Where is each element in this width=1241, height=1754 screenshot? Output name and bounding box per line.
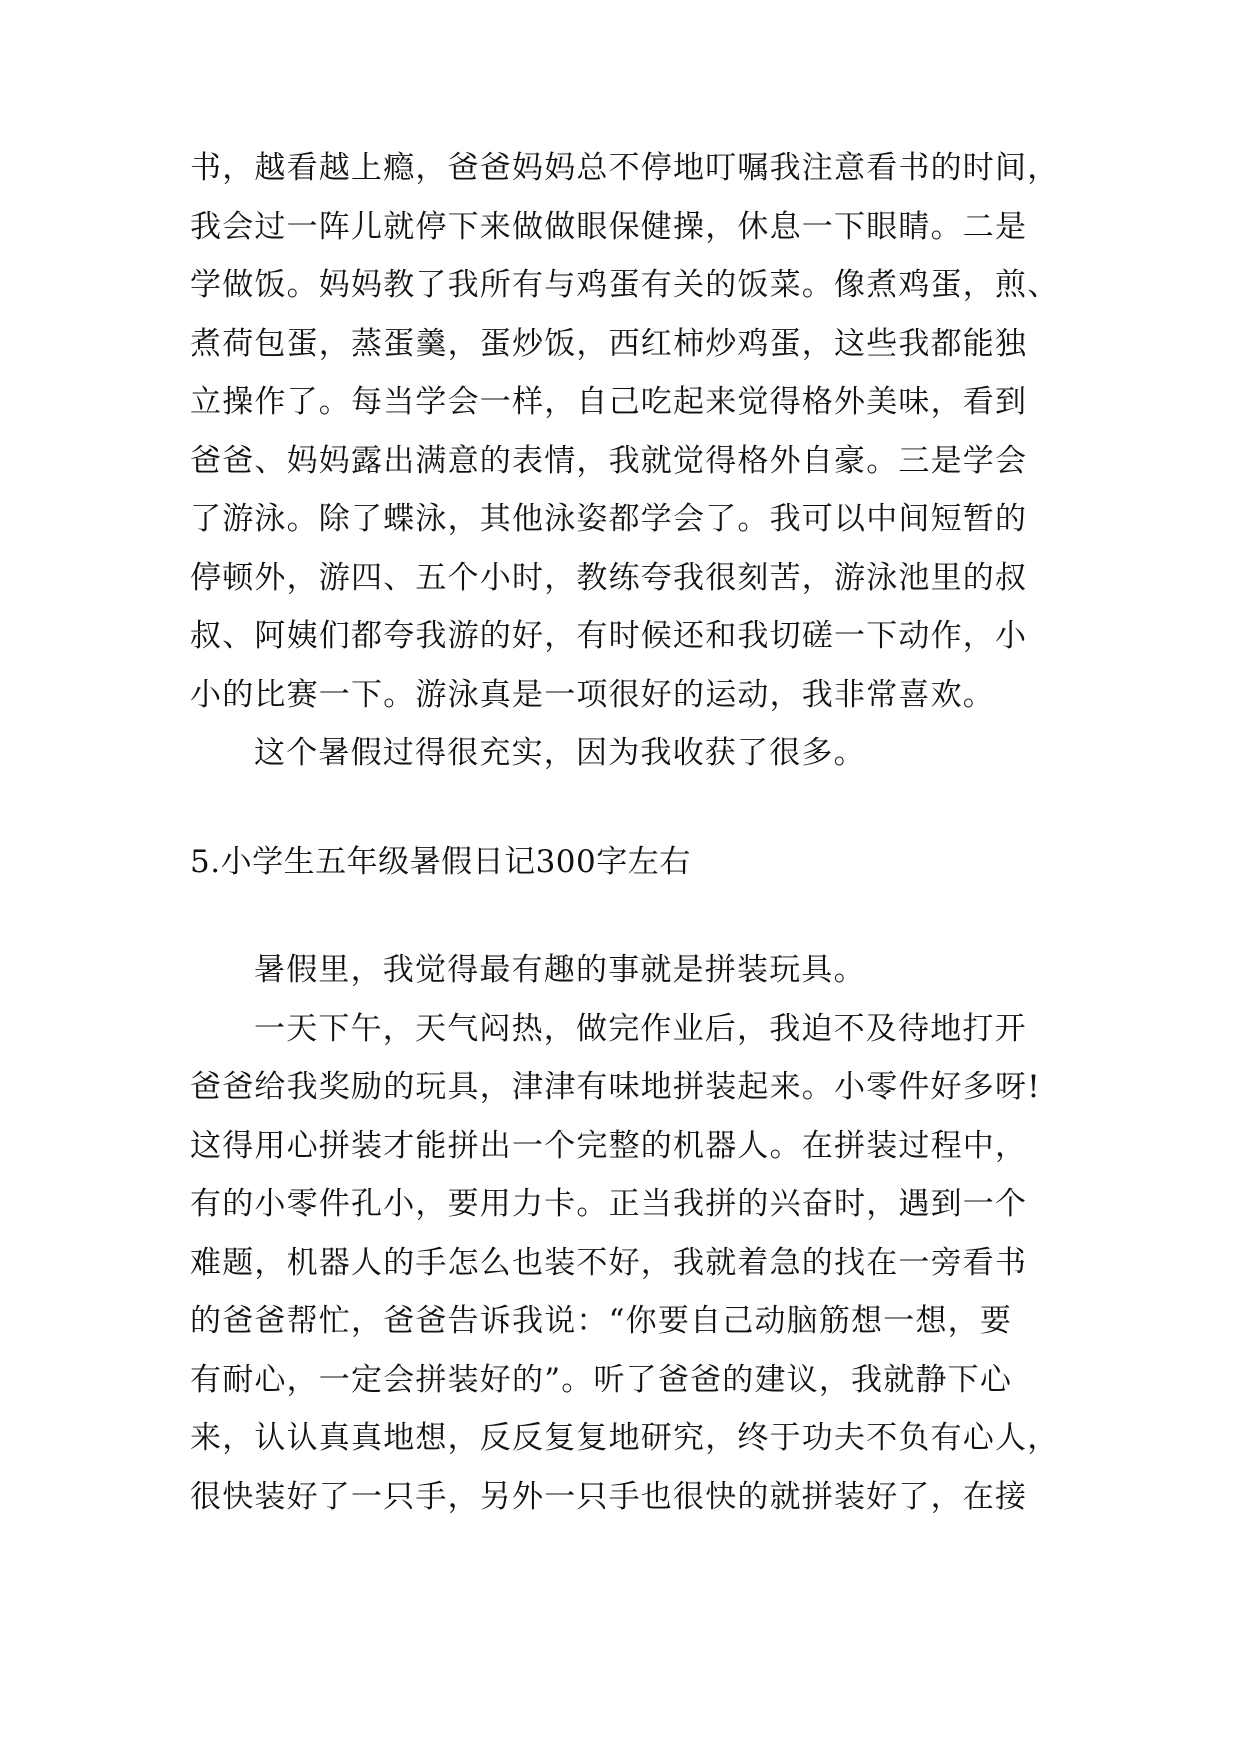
paragraph-line: 有耐心，一定会拼装好的”。听了爸爸的建议，我就静下心 xyxy=(190,1362,1013,1398)
paragraph-line: 煮荷包蛋，蒸蛋羹，蛋炒饭，西红柿炒鸡蛋，这些我都能独 xyxy=(190,326,1028,362)
paragraph-line: 爸爸给我奖励的玩具，津津有味地拼装起来。小零件好多呀! xyxy=(190,1069,1041,1105)
paragraph-line: 很快装好了一只手，另外一只手也很快的就拼装好了，在接 xyxy=(190,1479,1028,1515)
section-heading: 5.小学生五年级暑假日记300字左右 xyxy=(190,844,691,880)
paragraph-line: 小的比赛一下。游泳真是一项很好的运动，我非常喜欢。 xyxy=(190,677,995,713)
paragraph-line: 难题，机器人的手怎么也装不好，我就着急的找在一旁看书 xyxy=(190,1245,1028,1281)
paragraph-line: 停顿外，游四、五个小时，教练夸我很刻苦，游泳池里的叔 xyxy=(190,560,1028,596)
paragraph-line: 叔、阿姨们都夸我游的好，有时候还和我切磋一下动作，小 xyxy=(190,618,1028,654)
paragraph-line: 书，越看越上瘾，爸爸妈妈总不停地叮嘱我注意看书的时间， xyxy=(190,150,1060,186)
paragraph-line: 爸爸、妈妈露出满意的表情，我就觉得格外自豪。三是学会 xyxy=(190,443,1028,479)
paragraph-line: 了游泳。除了蝶泳，其他泳姿都学会了。我可以中间短暂的 xyxy=(190,501,1028,537)
paragraph-intro: 暑假里，我觉得最有趣的事就是拼装玩具。 xyxy=(254,952,866,988)
paragraph-line: 我会过一阵儿就停下来做做眼保健操，休息一下眼睛。二是 xyxy=(190,209,1028,245)
paragraph-line: 来，认认真真地想，反反复复地研究，终于功夫不负有心人， xyxy=(190,1420,1060,1456)
paragraph-first-line: 一天下午，天气闷热，做完作业后，我迫不及待地打开 xyxy=(254,1011,1027,1047)
paragraph-line: 的爸爸帮忙，爸爸告诉我说：“你要自己动脑筋想一想，要 xyxy=(190,1303,1013,1339)
paragraph-closing: 这个暑假过得很充实，因为我收获了很多。 xyxy=(254,735,866,771)
paragraph-line: 这得用心拼装才能拼出一个完整的机器人。在拼装过程中， xyxy=(190,1128,1028,1164)
paragraph-line: 有的小零件孔小，要用力卡。正当我拼的兴奋时，遇到一个 xyxy=(190,1186,1028,1222)
paragraph-line: 学做饭。妈妈教了我所有与鸡蛋有关的饭菜。像煮鸡蛋，煎、 xyxy=(190,267,1060,303)
paragraph-line: 立操作了。每当学会一样，自己吃起来觉得格外美味，看到 xyxy=(190,384,1028,420)
